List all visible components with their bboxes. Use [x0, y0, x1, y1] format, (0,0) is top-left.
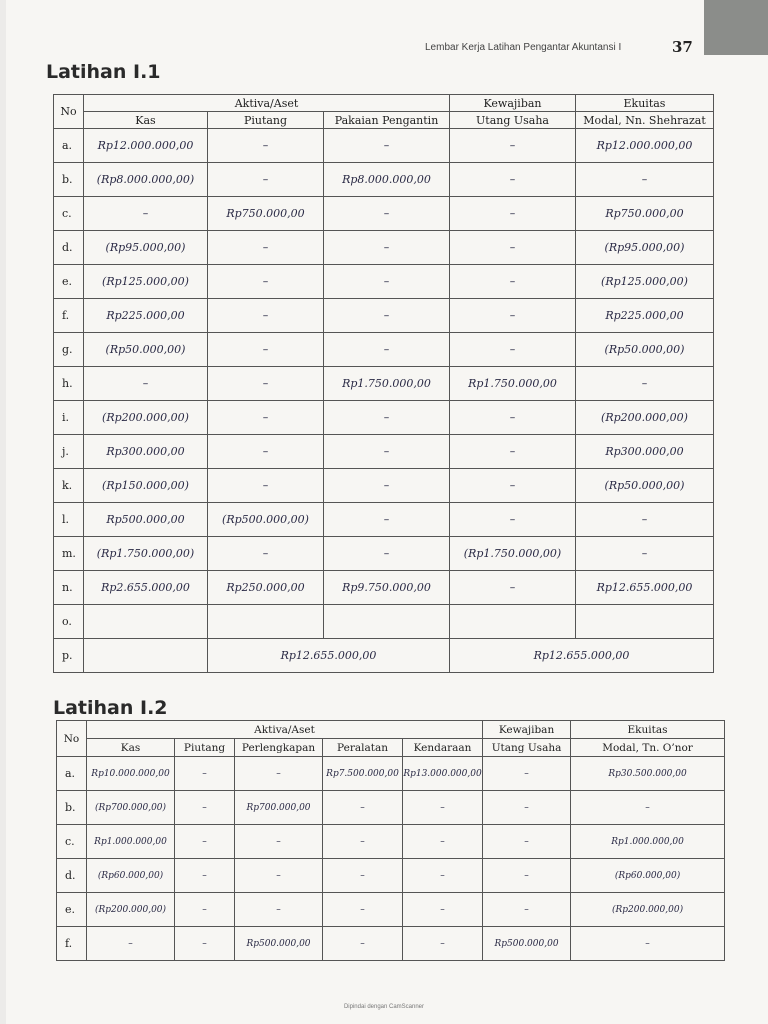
header-modal: Modal, Tn. O’nor: [571, 739, 725, 757]
cell-utang: –: [450, 197, 576, 231]
table-row: [54, 503, 714, 537]
cell-pakaian: –: [324, 265, 450, 299]
cell-modal: [576, 605, 714, 639]
cell-kas: Rp1.000.000,00: [87, 825, 175, 859]
cell-utang: Rp1.750.000,00: [450, 367, 576, 401]
row-no: b.: [57, 791, 87, 825]
table-row: [54, 197, 714, 231]
cell-utang: –: [483, 893, 571, 927]
header-kas: Kas: [87, 739, 175, 757]
cell-peralatan: –: [323, 927, 403, 961]
cell-utang: –: [450, 469, 576, 503]
cell-piutang: –: [208, 435, 324, 469]
row-no: j.: [54, 435, 84, 469]
total-row: [54, 639, 714, 673]
cell-pakaian: Rp9.750.000,00: [324, 571, 450, 605]
table-row: [54, 299, 714, 333]
header-utang-usaha: Utang Usaha: [450, 112, 576, 129]
cell-modal: Rp750.000,00: [576, 197, 714, 231]
row-no: m.: [54, 537, 84, 571]
cell-modal: (Rp200.000,00): [571, 893, 725, 927]
cell-utang: –: [450, 503, 576, 537]
cell-kendaraan: –: [403, 927, 483, 961]
cell-kendaraan: –: [403, 791, 483, 825]
cell-pakaian: –: [324, 435, 450, 469]
row-no: e.: [57, 893, 87, 927]
row-no: o.: [54, 605, 84, 639]
cell-kas: (Rp200.000,00): [87, 893, 175, 927]
cell-piutang: –: [208, 231, 324, 265]
header-ekuitas: Ekuitas: [576, 95, 714, 112]
row-no: b.: [54, 163, 84, 197]
header-piutang: Piutang: [208, 112, 324, 129]
cell-piutang: –: [208, 367, 324, 401]
cell-kas: (Rp200.000,00): [84, 401, 208, 435]
cell-piutang: –: [208, 401, 324, 435]
cell-kendaraan: –: [403, 893, 483, 927]
cell-piutang: –: [175, 791, 235, 825]
cell-kas: –: [84, 367, 208, 401]
cell-utang: (Rp1.750.000,00): [450, 537, 576, 571]
cell-piutang: –: [208, 129, 324, 163]
page-number: 37: [672, 38, 693, 56]
row-no: a.: [57, 757, 87, 791]
cell-kas: Rp500.000,00: [84, 503, 208, 537]
cell-pakaian: –: [324, 503, 450, 537]
row-no: g.: [54, 333, 84, 367]
cell-perlengkapan: –: [235, 757, 323, 791]
cell-modal: (Rp50.000,00): [576, 333, 714, 367]
row-no: d.: [54, 231, 84, 265]
header-piutang: Piutang: [175, 739, 235, 757]
cell-utang: –: [450, 333, 576, 367]
cell-kas: (Rp150.000,00): [84, 469, 208, 503]
page-corner-tab: [704, 0, 768, 55]
row-no: l.: [54, 503, 84, 537]
cell-modal: Rp30.500.000,00: [571, 757, 725, 791]
table-row: [54, 265, 714, 299]
row-no: a.: [54, 129, 84, 163]
header-no: No: [54, 95, 84, 129]
table-row: [54, 401, 714, 435]
cell-modal: (Rp60.000,00): [571, 859, 725, 893]
cell-pakaian: [324, 605, 450, 639]
cell-peralatan: –: [323, 825, 403, 859]
cell-modal: (Rp50.000,00): [576, 469, 714, 503]
cell-piutang: –: [208, 299, 324, 333]
cell-piutang: –: [175, 825, 235, 859]
exercise1-rows: [54, 129, 714, 639]
cell-modal: –: [576, 163, 714, 197]
cell-pakaian: –: [324, 197, 450, 231]
row-no: p.: [54, 639, 84, 673]
row-no: d.: [57, 859, 87, 893]
cell-modal: Rp225.000,00: [576, 299, 714, 333]
cell-piutang: –: [175, 757, 235, 791]
exercise1-title: Latihan I.1: [46, 61, 161, 83]
cell-kas: Rp12.000.000,00: [84, 129, 208, 163]
cell-total-aset: Rp12.655.000,00: [208, 639, 450, 673]
cell-modal: –: [576, 503, 714, 537]
header-no: No: [57, 721, 87, 757]
cell-utang: –: [483, 791, 571, 825]
table-row: [57, 825, 725, 859]
cell-perlengkapan: –: [235, 825, 323, 859]
cell-utang: –: [450, 299, 576, 333]
cell-kas: –: [87, 927, 175, 961]
cell-modal: –: [571, 927, 725, 961]
cell-kas: [84, 605, 208, 639]
cell-total-kewajiban-ekuitas: Rp12.655.000,00: [450, 639, 714, 673]
cell-kas: Rp10.000.000,00: [87, 757, 175, 791]
row-no: k.: [54, 469, 84, 503]
cell-kas: Rp300.000,00: [84, 435, 208, 469]
cell-perlengkapan: –: [235, 893, 323, 927]
cell-modal: –: [576, 367, 714, 401]
cell-utang: –: [450, 163, 576, 197]
row-no: f.: [57, 927, 87, 961]
cell-piutang: –: [208, 469, 324, 503]
cell-piutang: Rp750.000,00: [208, 197, 324, 231]
scanner-footer: Dipindai dengan CamScanner: [343, 1004, 425, 1010]
exercise2-title: Latihan I.2: [53, 697, 168, 719]
row-no: c.: [57, 825, 87, 859]
cell-kas: Rp2.655.000,00: [84, 571, 208, 605]
table-row: [54, 163, 714, 197]
cell-kendaraan: Rp13.000.000,00: [403, 757, 483, 791]
cell-utang: –: [450, 401, 576, 435]
cell-pakaian: –: [324, 469, 450, 503]
table-row: [54, 129, 714, 163]
header-modal: Modal, Nn. Shehrazat: [576, 112, 714, 129]
header-kas: Kas: [84, 112, 208, 129]
cell-pakaian: Rp8.000.000,00: [324, 163, 450, 197]
running-header: Lembar Kerja Latihan Pengantar Akuntansi I: [425, 42, 622, 53]
cell-piutang: (Rp500.000,00): [208, 503, 324, 537]
cell-perlengkapan: Rp700.000,00: [235, 791, 323, 825]
cell-modal: –: [576, 537, 714, 571]
cell-kas: (Rp60.000,00): [87, 859, 175, 893]
table-row: [57, 757, 725, 791]
cell-modal: Rp300.000,00: [576, 435, 714, 469]
cell-utang: [450, 605, 576, 639]
cell-pakaian: –: [324, 299, 450, 333]
cell-modal: (Rp95.000,00): [576, 231, 714, 265]
table-row: [54, 605, 714, 639]
row-no: c.: [54, 197, 84, 231]
cell-piutang: [208, 605, 324, 639]
header-ekuitas: Ekuitas: [571, 721, 725, 739]
header-kendaraan: Kendaraan: [403, 739, 483, 757]
cell-kas: –: [84, 197, 208, 231]
row-no: e.: [54, 265, 84, 299]
table-row: [57, 893, 725, 927]
table-row: [54, 333, 714, 367]
cell-piutang: –: [208, 333, 324, 367]
header-aktiva: Aktiva/Aset: [87, 721, 483, 739]
cell-pakaian: –: [324, 537, 450, 571]
row-no: f.: [54, 299, 84, 333]
cell-modal: Rp12.000.000,00: [576, 129, 714, 163]
exercise2-rows: [57, 757, 725, 961]
header-kewajiban: Kewajiban: [450, 95, 576, 112]
cell-pakaian: –: [324, 231, 450, 265]
header-perlengkapan: Perlengkapan: [235, 739, 323, 757]
header-peralatan: Peralatan: [323, 739, 403, 757]
cell-utang: –: [483, 825, 571, 859]
header-pakaian-pengantin: Pakaian Pengantin: [324, 112, 450, 129]
cell-modal: –: [571, 791, 725, 825]
header-utang-usaha: Utang Usaha: [483, 739, 571, 757]
cell-kas: (Rp50.000,00): [84, 333, 208, 367]
cell-peralatan: –: [323, 859, 403, 893]
cell-modal: Rp12.655.000,00: [576, 571, 714, 605]
table-row: [54, 367, 714, 401]
table-row: [54, 231, 714, 265]
table-row: [54, 537, 714, 571]
cell-piutang: –: [208, 265, 324, 299]
cell-kas: Rp225.000,00: [84, 299, 208, 333]
cell-peralatan: –: [323, 893, 403, 927]
cell-piutang: –: [208, 163, 324, 197]
cell-piutang: –: [208, 537, 324, 571]
cell-perlengkapan: –: [235, 859, 323, 893]
cell-piutang: –: [175, 859, 235, 893]
cell-utang: –: [483, 859, 571, 893]
row-no: i.: [54, 401, 84, 435]
cell-utang: –: [450, 435, 576, 469]
cell-utang: Rp500.000,00: [483, 927, 571, 961]
cell-utang: –: [450, 265, 576, 299]
table-row: [57, 927, 725, 961]
cell-utang: –: [483, 757, 571, 791]
cell-modal: (Rp125.000,00): [576, 265, 714, 299]
cell-kas: (Rp95.000,00): [84, 231, 208, 265]
row-no: n.: [54, 571, 84, 605]
cell-kas: (Rp700.000,00): [87, 791, 175, 825]
cell-pakaian: –: [324, 401, 450, 435]
cell-kendaraan: –: [403, 859, 483, 893]
cell-piutang: –: [175, 927, 235, 961]
cell-kas: (Rp125.000,00): [84, 265, 208, 299]
exercise1-table: [53, 94, 714, 673]
cell-pakaian: –: [324, 129, 450, 163]
cell-utang: –: [450, 129, 576, 163]
table-row: [54, 435, 714, 469]
cell-peralatan: –: [323, 791, 403, 825]
table-row: [54, 571, 714, 605]
cell-pakaian: –: [324, 333, 450, 367]
cell-piutang: –: [175, 893, 235, 927]
cell-utang: –: [450, 231, 576, 265]
cell-piutang: Rp250.000,00: [208, 571, 324, 605]
cell-kendaraan: –: [403, 825, 483, 859]
cell-utang: –: [450, 571, 576, 605]
cell-modal: (Rp200.000,00): [576, 401, 714, 435]
cell-kas: (Rp8.000.000,00): [84, 163, 208, 197]
row-no: h.: [54, 367, 84, 401]
cell-kas: (Rp1.750.000,00): [84, 537, 208, 571]
table-row: [57, 859, 725, 893]
cell-pakaian: Rp1.750.000,00: [324, 367, 450, 401]
table-row: [57, 791, 725, 825]
cell-peralatan: Rp7.500.000,00: [323, 757, 403, 791]
cell-perlengkapan: Rp500.000,00: [235, 927, 323, 961]
header-aktiva: Aktiva/Aset: [84, 95, 450, 112]
exercise2-table: [56, 720, 725, 961]
table-row: [54, 469, 714, 503]
cell-modal: Rp1.000.000,00: [571, 825, 725, 859]
header-kewajiban: Kewajiban: [483, 721, 571, 739]
cell-empty: [84, 639, 208, 673]
